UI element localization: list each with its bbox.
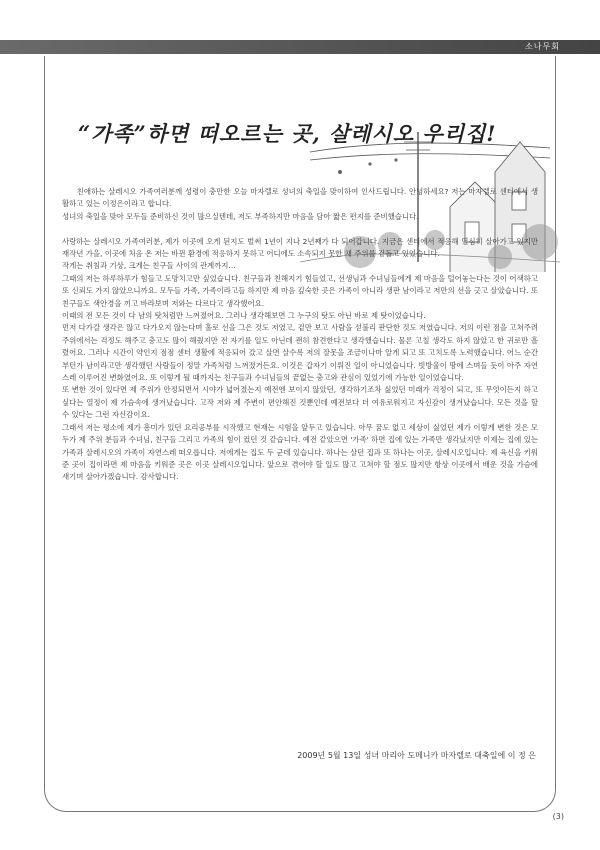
- page-number: (3): [552, 812, 564, 821]
- paragraph: 먼저 다가갈 생각은 않고 다가오지 않는다며 홀로 선을 그은 것도 저였고, 겉만 보고 사람을 섣불리 판단한 것도 저였습니다. 저의 이런 점을 고쳐주려 주위에서는 걱정도 해주고 충고도 많이 해줬지만 전 자기를 일도 아닌데 괜히 참견한다고 생각했습니다. 물론 고칠 생각도 하지 않았고 한 귀로만 흘렸어요. 그러나 시간이 약인지 점점 센터 생활에 적응되어 갔고 살면 살수록 저의 잘못을 조금이나마 알게 되고 또 고치도록 노력했습니다. 어느 순간부턴가 남이라고만 생각했던 사람들이 정말 가족처럼 느껴졌거든요. 이것은 갑자기 이뤄진 일이 아니었습니다. 빗방울이 땅에 스며들 듯이 아주 자연스레 이루어진 변화였어요. 또 이렇게 될 때까지는 친구들과 수녀님들의 끝없는 충고와 관심이 있었기에 가능한 일이었습니다.: [62, 323, 538, 383]
- paragraph: 성녀의 축일을 맞아 모두들 준비하신 것이 많으실텐데, 저도 부족하지만 마음을 담아 짧은 편지를 준비했습니다.: [62, 211, 419, 221]
- header-bar: [0, 40, 600, 54]
- signature-line: 2009년 5월 13일 성녀 마리아 도메니카 마자렐로 대축일에 이 정 은: [297, 751, 536, 760]
- paragraph: 작게는 취침과 기상, 크게는 친구들 사이의 관계까지…: [62, 261, 236, 271]
- section-label: 소나무회: [525, 42, 560, 51]
- article-title: “가족”하면 떠오르는 곳, 살레시오 우리집!: [78, 121, 497, 146]
- paragraph: 그래서 저는 평소에 제가 흥미가 있던 요리공부를 시작했고 현재는 시험을 앞두고 있습니다. 아무 꿈도 없고 세상이 싫었던 제가 이렇게 변한 것은 모두가 제 주위 분들과 수녀님, 친구들 그리고 가족의 힘이 컸던 것 같습니다. 예전 같았으면 '가족' 하면 집에 있는 가족만 생각났지만 이제는 집에 있는 가족과 살레시오의 가족이 자연스레 떠오릅니다. 저에게는 집도 두 군데 있습니다. 하나는 살던 집과 또 하나는 이곳, 살레시오입니다. 제 육신을 키워준 곳이 집이라면 제 마음을 키워준 곳은 이곳 살레시오입니다. 앞으로 겪어야 할 일도 많고 고쳐야 할 점도 많지만 항상 이곳에서 배운 것을 가슴에 새기며 살아가겠습니다. 감사합니다.: [62, 422, 538, 482]
- paragraph: 사랑하는 살레시오 가족여러분, 제가 이곳에 오게 된지도 벌써 1년이 지나 2년째가 다 되어갑니다. 지금은 센터에서 적응해 열심히 살아가고 있지만 재작년 가을, 이곳에 처음 온 저는 바뀐 환경에 적응하지 못하고 어디에도 소속되지 못한 채 주위를 겉돌고 있었습니다.: [62, 236, 538, 259]
- paragraph: 친애하는 살레시오 가족여러분께 성령이 충만한 오늘 마자렐로 성녀의 축일을 맞이하여 인사드립니다. 안녕하세요? 저는 마자렐로 센터에서 생활하고 있는 이정은이라고 합니다.: [62, 187, 538, 209]
- paragraph: 그때의 저는 하루하루가 힘들고 도망치고만 싶었습니다. 친구들과 친해지기 힘들었고, 선생님과 수녀님들에게 제 마음을 털어놓는다는 것이 어색하고 또 신뢰도 가지 않았으니까요. 모두들 가족, 가족이라고들 하지만 제 마음 깊숙한 곳은 가족이 아니라 생판 남이라고 저만의 선을 긋고 살았습니다. 또 친구들도 색안경을 끼고 바라보며 저와는 다르다고 생각했어요.: [62, 273, 538, 308]
- paragraph: 또 변한 것이 있다면 제 주위가 안정되면서 시야가 넓어졌는지 예전엔 보이지 않았던, 생각하기조차 싫었던 미래가 걱정이 되고, 또 무엇이든지 하고 싶다는 열정이 제 가슴속에 생겨났습니다. 고작 저와 제 주변이 편안해진 것뿐인데 예전보다 더 여유로워지고 자신감이 생겨났습니다. 모든 것을 할 수 있다는 그런 자신감이요.: [62, 385, 538, 420]
- article-body: [62, 186, 538, 484]
- paragraph: 이때의 전 모든 것이 다 남의 탓처럼만 느껴졌어요. 그러나 생각해보면 그 누구의 탓도 아닌 바로 제 탓이었습니다.: [62, 311, 426, 321]
